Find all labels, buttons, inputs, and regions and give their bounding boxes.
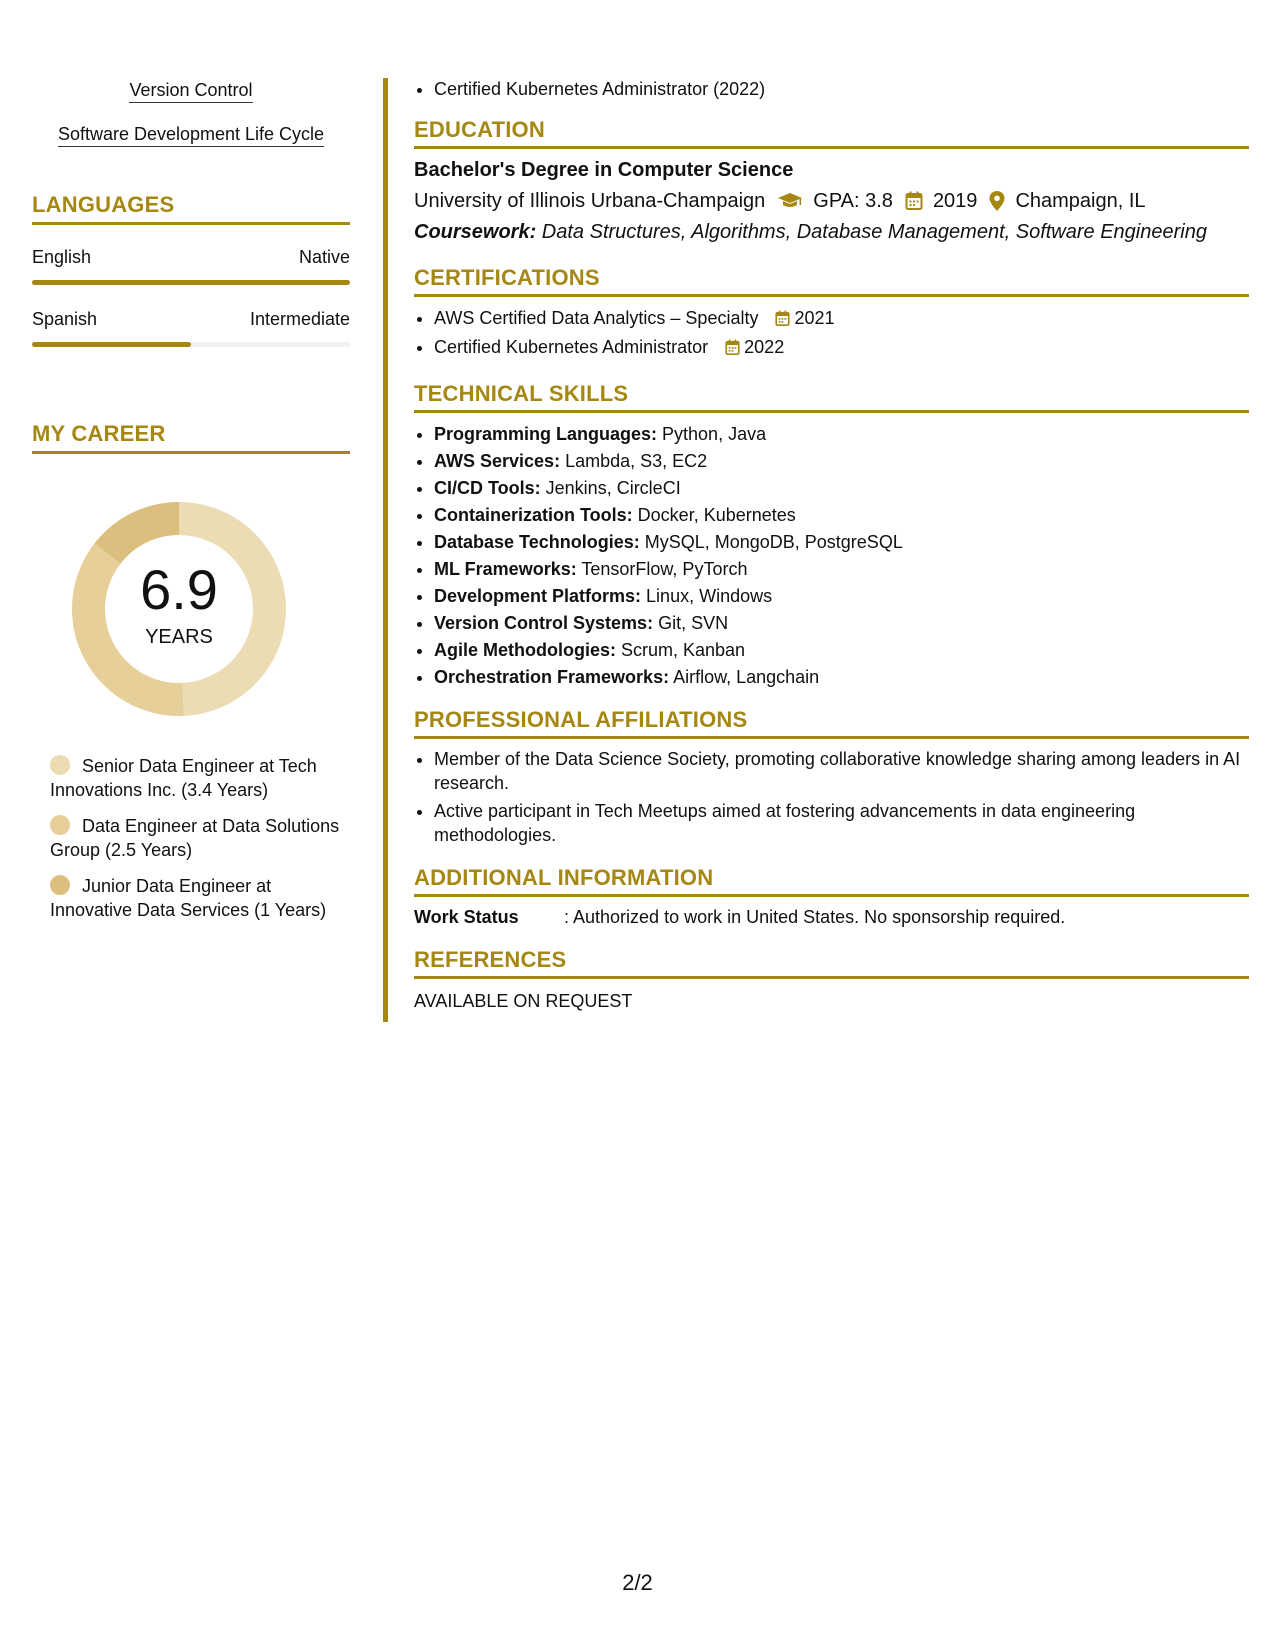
skill-category: Development Platforms: (434, 586, 642, 606)
certification-name: AWS Certified Data Analytics – Specialty (434, 308, 759, 328)
work-status-row (414, 905, 1249, 929)
technical-skills-section (414, 381, 1249, 691)
skill-category: Database Technologies: (434, 532, 640, 552)
education-school: University of Illinois Urbana-Champaign (414, 190, 766, 212)
affiliations-list (414, 747, 1249, 847)
certifications-list (414, 305, 1249, 363)
career-donut-chart (64, 494, 294, 724)
skill-values: Scrum, Kanban (616, 640, 746, 660)
skill-tag (32, 78, 350, 102)
education-coursework (414, 219, 1249, 245)
coursework-list: Data Structures, Algorithms, Database Management, Software Engineering (536, 221, 1207, 243)
skill-item (434, 556, 1249, 583)
career-heading: MY CAREER (32, 421, 350, 454)
career-legend-item (50, 814, 340, 862)
carryover-item: • Certified Kubernetes Administrator (2022) (434, 77, 1249, 101)
skill-category: ML Frameworks: (434, 559, 577, 579)
skill-category: CI/CD Tools: (434, 478, 541, 498)
education-section (414, 117, 1249, 245)
language-item (32, 309, 350, 347)
language-level: Intermediate (249, 309, 350, 329)
main-content (414, 78, 1249, 1013)
skill-item (434, 664, 1249, 691)
language-proficiency-fill (32, 280, 350, 285)
skill-values: Linux, Windows (641, 586, 773, 606)
coursework-label: Coursework: (414, 221, 537, 243)
skill-category: Version Control Systems: (434, 613, 654, 633)
certifications-heading: CERTIFICATIONS (414, 265, 1249, 297)
skill-item (434, 502, 1249, 529)
calendar-icon (725, 337, 740, 363)
certifications-section (414, 265, 1249, 363)
certification-name: Certified Kubernetes Administrator (434, 337, 709, 357)
certification-item (434, 334, 1249, 363)
skill-values: TensorFlow, PyTorch (576, 559, 748, 579)
skill-item (434, 610, 1249, 637)
skill-tag (32, 122, 350, 146)
language-level: Native (298, 247, 350, 267)
career-total-unit: YEARS (145, 626, 213, 648)
legend-label: Senior Data Engineer at Tech Innovations Inc. (3.4 Years) (50, 756, 317, 800)
legend-label: Junior Data Engineer at Innovative Data Services (1 Years) (50, 876, 327, 920)
calendar-icon (775, 308, 790, 334)
location-pin-icon (989, 191, 1005, 211)
affiliations-section (414, 707, 1249, 847)
skill-category: Agile Methodologies: (434, 640, 616, 660)
legend-dot (50, 815, 70, 835)
sidebar (32, 78, 350, 934)
language-proficiency-bar (32, 342, 350, 347)
references-text: AVAILABLE ON REQUEST (414, 991, 633, 1011)
skill-item (434, 529, 1249, 556)
legend-label: Data Engineer at Data Solutions Group (2.5 Years) (50, 816, 340, 860)
legend-dot (50, 875, 70, 895)
education-details (414, 188, 1249, 214)
skill-item (434, 475, 1249, 502)
skill-values: MySQL, MongoDB, PostgreSQL (639, 532, 903, 552)
skill-values: Lambda, S3, EC2 (560, 451, 708, 471)
technical-skills-heading: TECHNICAL SKILLS (414, 381, 1249, 413)
additional-info-section (414, 865, 1249, 929)
skill-values: Airflow, Langchain (669, 667, 820, 687)
references-heading: REFERENCES (414, 947, 1249, 979)
column-divider (383, 78, 388, 1022)
skill-tag-label: Software Development Life Cycle (58, 124, 324, 147)
language-item (32, 247, 350, 285)
language-proficiency-bar (32, 280, 350, 285)
career-legend-item (50, 754, 340, 802)
career-total-years: 6.9 (140, 558, 218, 621)
certification-item (434, 305, 1249, 334)
skill-category: Containerization Tools: (434, 505, 633, 525)
language-name: Spanish (32, 309, 98, 329)
affiliation-item: • Active participant in Tech Meetups aimed at fostering advancements in data engineering methodologies. (434, 799, 1249, 847)
languages-heading: LANGUAGES (32, 192, 350, 225)
language-name: English (32, 247, 92, 267)
skill-tag-label: Version Control (129, 80, 252, 103)
skill-item (434, 583, 1249, 610)
certification-year: 2022 (744, 337, 785, 357)
affiliation-item: • Member of the Data Science Society, promoting collaborative knowledge sharing among leaders in AI research. (434, 747, 1249, 795)
skill-category: Orchestration Frameworks: (434, 667, 670, 687)
education-location: Champaign, IL (1015, 190, 1146, 212)
skill-item (434, 448, 1249, 475)
carryover-list (414, 77, 1249, 101)
language-proficiency-fill (32, 342, 191, 347)
education-gpa: GPA: 3.8 (813, 190, 893, 212)
skill-values: Git, SVN (653, 613, 729, 633)
additional-info-heading: ADDITIONAL INFORMATION (414, 865, 1249, 897)
education-year: 2019 (932, 190, 978, 212)
education-degree: Bachelor's Degree in Computer Science (414, 159, 794, 181)
skill-item (434, 637, 1249, 664)
calendar-icon (905, 191, 923, 211)
graduation-cap-icon (777, 191, 803, 211)
skill-category: Programming Languages: (434, 424, 658, 444)
skill-tags (32, 78, 350, 146)
legend-dot (50, 755, 70, 775)
skill-values: Jenkins, CircleCI (540, 478, 681, 498)
skill-values: Python, Java (657, 424, 767, 444)
certification-year: 2021 (794, 308, 835, 328)
skill-category: AWS Services: (434, 451, 561, 471)
donut-center (64, 494, 294, 724)
education-heading: EDUCATION (414, 117, 1249, 149)
affiliations-heading: PROFESSIONAL AFFILIATIONS (414, 707, 1249, 739)
career-legend-item (50, 874, 340, 922)
work-status-label: Work Status (414, 907, 519, 927)
skill-values: Docker, Kubernetes (632, 505, 796, 525)
references-section (414, 947, 1249, 1013)
skill-item (434, 421, 1249, 448)
work-status-value: : Authorized to work in United States. No sponsorship required. (564, 907, 1066, 927)
page-number: 2/2 (622, 1570, 653, 1595)
technical-skills-list (414, 421, 1249, 691)
career-legend (50, 754, 340, 922)
